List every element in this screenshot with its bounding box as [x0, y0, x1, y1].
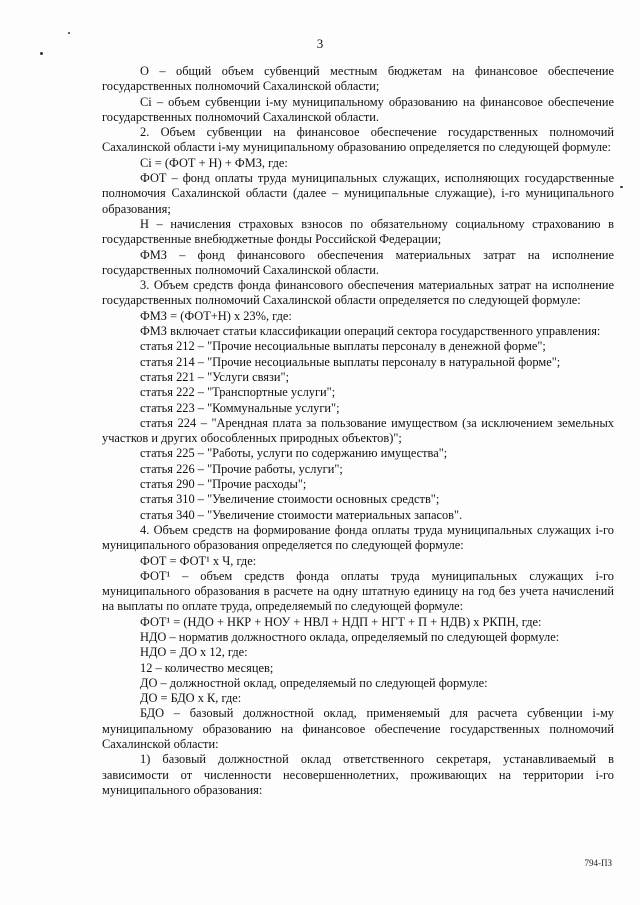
formula: НДО = ДО х 12, где:	[140, 645, 248, 660]
paragraph: ФОТ – фонд оплаты труда муниципальных служащих, исполняющих государственные полномочия Сахалинской области (далее – муниципальные служащие), i-го муниципального образования;	[102, 171, 614, 216]
paragraph: 12 – количество месяцев;	[140, 660, 274, 675]
paragraph: О – общий объем субвенций местным бюджетам на финансовое обеспечение государственных полномочий Сахалинской области;	[102, 64, 614, 94]
list-item: статья 222 – "Транспортные услуги";	[140, 385, 336, 400]
paragraph: БДО – базовый должностной оклад, применяемый для расчета субвенции i-му муниципальному образованию на финансовое обеспечение государственных полномочий Сахалинской области:	[102, 706, 614, 752]
list-item: статья 310 – "Увеличение стоимости основных средств";	[140, 492, 440, 507]
list-item: статья 225 – "Работы, услуги по содержанию имущества";	[140, 446, 448, 461]
paragraph: ФМЗ включает статьи классификации операций сектора государственного управления:	[140, 324, 601, 339]
paragraph: НДО – норматив должностного оклада, определяемый по следующей формуле:	[140, 629, 560, 644]
paragraph: 1) базовый должностной оклад ответственного секретаря, устанавливаемый в зависимости от численности несовершеннолетних, проживающих на территории i-го муниципального образования:	[102, 752, 614, 797]
list-item: статья 290 – "Прочие расходы";	[140, 477, 307, 492]
paragraph: 2. Объем субвенции на финансовое обеспечение государственных полномочий Сахалинской области i-му муниципальному образованию определяется по следующей формуле:	[102, 125, 614, 155]
paragraph: Н – начисления страховых взносов по обязательному социальному страхованию в государственные внебюджетные фонды Российской Федерации;	[102, 216, 614, 247]
paragraph: 4. Объем средств на формирование фонда оплаты труда муниципальных служащих i-го муниципального образования определяется по следующей формуле:	[102, 522, 614, 553]
footer-code: 794-ПЗ	[584, 858, 612, 868]
paragraph: ФОТ¹ – объем средств фонда оплаты труда муниципальных служащих i-го муниципального образования в расчете на одну штатную единицу на год без учета начислений на выплаты по оплате труда, определяемый по следующей формуле:	[102, 568, 614, 614]
document-body	[102, 64, 614, 798]
page-number: 3	[316, 36, 324, 51]
formula: ФМЗ = (ФОТ+Н) х 23%, где:	[140, 308, 292, 323]
list-item: статья 340 – "Увеличение стоимости материальных запасов".	[140, 507, 463, 522]
formula: ФОТ¹ = (НДО + НКР + НОУ + НВЛ + НДП + НГТ + П + НДВ) х РКПН, где:	[140, 614, 542, 629]
list-item: статья 226 – "Прочие работы, услуги";	[140, 461, 343, 476]
paragraph: Сi – объем субвенции i-му муниципальному образованию на финансовое обеспечение государственных полномочий Сахалинской области.	[102, 94, 614, 124]
formula: ДО = БДО х К, где:	[140, 691, 242, 706]
list-item: статья 214 – "Прочие несоциальные выплаты персоналу в натуральной форме";	[140, 354, 561, 369]
scan-speck	[68, 32, 70, 34]
paragraph: ФМЗ – фонд финансового обеспечения материальных затрат на исполнение государственных полномочий Сахалинской области.	[102, 247, 614, 277]
list-item: статья 221 – "Услуги связи";	[140, 369, 290, 384]
scan-speck	[620, 186, 623, 188]
list-item: статья 212 – "Прочие несоциальные выплаты персоналу в денежной форме";	[140, 339, 546, 354]
scan-speck	[40, 52, 43, 55]
list-item: статья 223 – "Коммунальные услуги";	[140, 400, 340, 415]
formula: Сi = (ФОТ + Н) + ФМЗ, где:	[140, 155, 288, 170]
list-item: статья 224 – "Арендная плата за пользование имуществом (за исключением земельных участков и других обособленных природных объектов)";	[102, 415, 614, 446]
formula: ФОТ = ФОТ¹ х Ч, где:	[140, 553, 257, 568]
paragraph: 3. Объем средств фонда финансового обеспечения материальных затрат на исполнение государственных полномочий Сахалинской области определяется по следующей формуле:	[102, 278, 614, 308]
paragraph: ДО – должностной оклад, определяемый по следующей формуле:	[140, 675, 488, 690]
